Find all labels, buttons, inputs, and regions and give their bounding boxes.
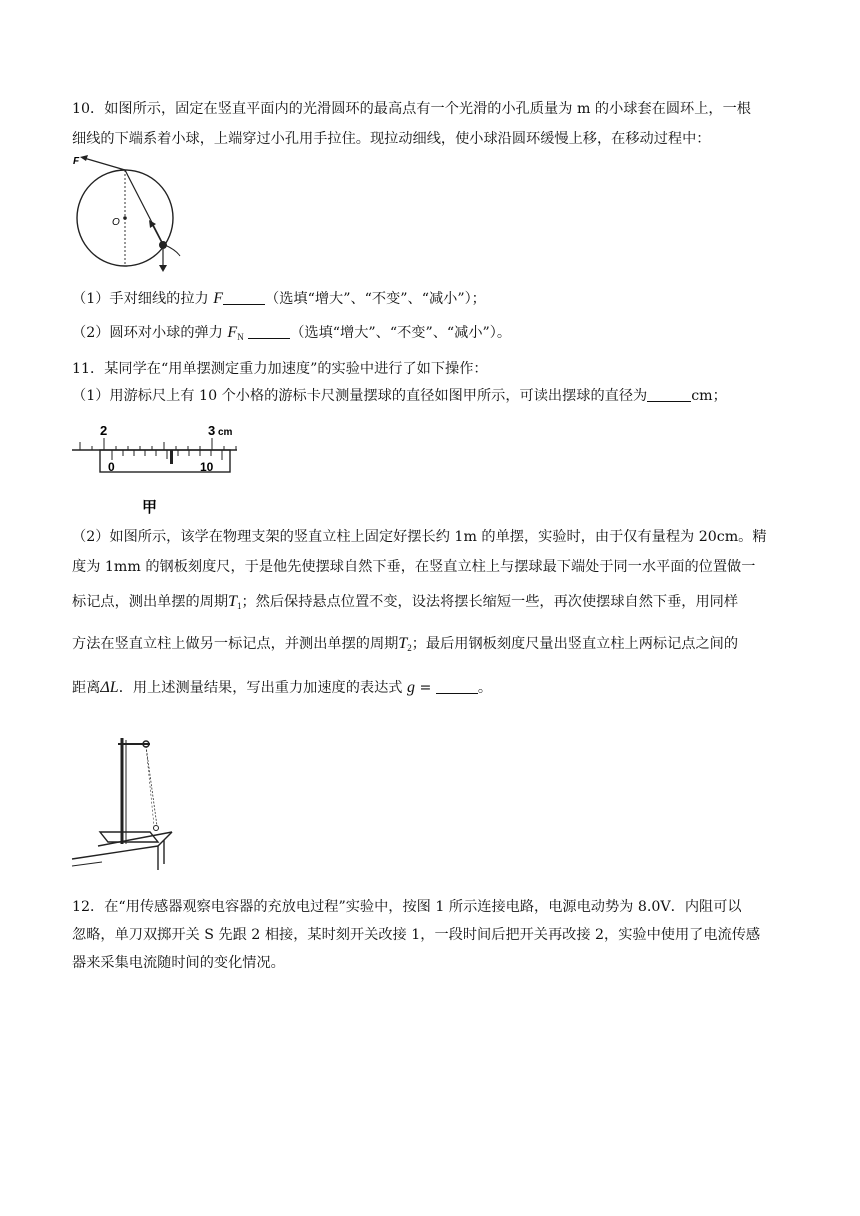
main-scale-label-2: 2: [100, 423, 108, 438]
caliper-caption: 甲: [142, 499, 158, 516]
string-to-hand: [84, 158, 125, 170]
curl-mark: [165, 245, 180, 256]
answer-blank-2[interactable]: [248, 324, 290, 339]
string-arrow-icon: [80, 155, 88, 161]
q11-sub-2-line-2: 度为 1mm 的钢板刻度尺，于是他先使摆球自然下垂，在竖直立柱上与摆球最下端处于同一水平面的位置做一: [72, 559, 756, 575]
normal-force-arrow: [152, 224, 163, 245]
vernier-label-0: 0: [108, 460, 115, 474]
q12-line-3: 器来采集电流随时间的变化情况。: [72, 955, 285, 971]
vernier-caliper-figure: [72, 420, 252, 516]
center-label-O: O: [112, 217, 120, 228]
q10-line-2: 细线的下端系着小球，上端穿过小孔用手拉住。现拉动细线，使小球沿圆环缓慢上移，在移动过程中：: [72, 131, 711, 147]
q11-sub-2-line-4: 方法在竖直立柱上做另一标记点，并测出单摆的周期$T_2$；最后用钢板刻度尺量出竖直立柱上两标记点之间的: [72, 635, 739, 653]
q12-line-1: 12．在“用传感器观察电容器的充放电过程”实验中，按图 1 所示连接电路，电源电动势为 8.0V．内阻可以: [72, 899, 742, 915]
gravity-arrow-icon: [159, 265, 167, 272]
q11-sub-1: （1）用游标尺上有 10 个小格的游标卡尺测量摆球的直径如图甲所示，可读出摆球的直径为 cm；: [72, 388, 727, 404]
pendulum-string: [146, 746, 157, 826]
q12-line-2: 忽略，单刀双掷开关 S 先跟 2 相接，某时刻开关改接 1，一段时间后把开关再改接 2，实验中使用了电流传感: [72, 927, 761, 943]
vernier-ticks: [112, 450, 222, 460]
force-label-F: F: [73, 156, 80, 167]
main-scale-label-3: 3: [208, 423, 216, 438]
pendulum-bob: [154, 826, 159, 831]
normal-arrow-icon: [149, 220, 156, 228]
q11-sub-2-line-3: 标记点，测出单摆的周期$T_1$；然后保持悬点位置不变，设法将摆长缩短一些，再次使摆球自然下垂，用同样: [72, 593, 739, 611]
q11-line-1: 11．某同学在“用单摆测定重力加速度”的实验中进行了如下操作：: [72, 361, 488, 377]
q10-sub-1: （1）手对细线的拉力 F （选填“增大”、“不变”、“减小”）；: [72, 290, 486, 307]
answer-blank-3[interactable]: [647, 387, 691, 402]
vernier-label-10: 10: [200, 460, 214, 474]
main-scale-unit: cm: [218, 427, 233, 438]
answer-blank-4[interactable]: [436, 679, 478, 694]
aligned-line-mark: [170, 450, 173, 464]
q11-sub-2-line-1: （2）如图所示，该学在物理支架的竖直立柱上固定好摆长约 1m 的单摆，实验时，由于仅有量程为 20cm。精: [72, 529, 767, 545]
q10-line-1: 10．如图所示，固定在竖直平面内的光滑圆环的最高点有一个光滑的小孔质量为 m 的小球套在圆环上，一根: [72, 101, 751, 117]
main-scale-ticks: [80, 438, 236, 450]
pendulum-stand-figure: [72, 722, 182, 872]
q10-sub-2: （2）圆环对小球的弹力 $F_N$ （选填“增大”、“不变”、“减小”）。: [72, 324, 512, 342]
answer-blank-1[interactable]: [223, 290, 265, 305]
center-point: [123, 216, 127, 220]
pendulum-string-2: [146, 746, 154, 826]
ring-figure: [72, 152, 202, 277]
q11-sub-2-line-5: 距离ΔL．用上述测量结果，写出重力加速度的表达式 g = 。: [72, 679, 493, 696]
